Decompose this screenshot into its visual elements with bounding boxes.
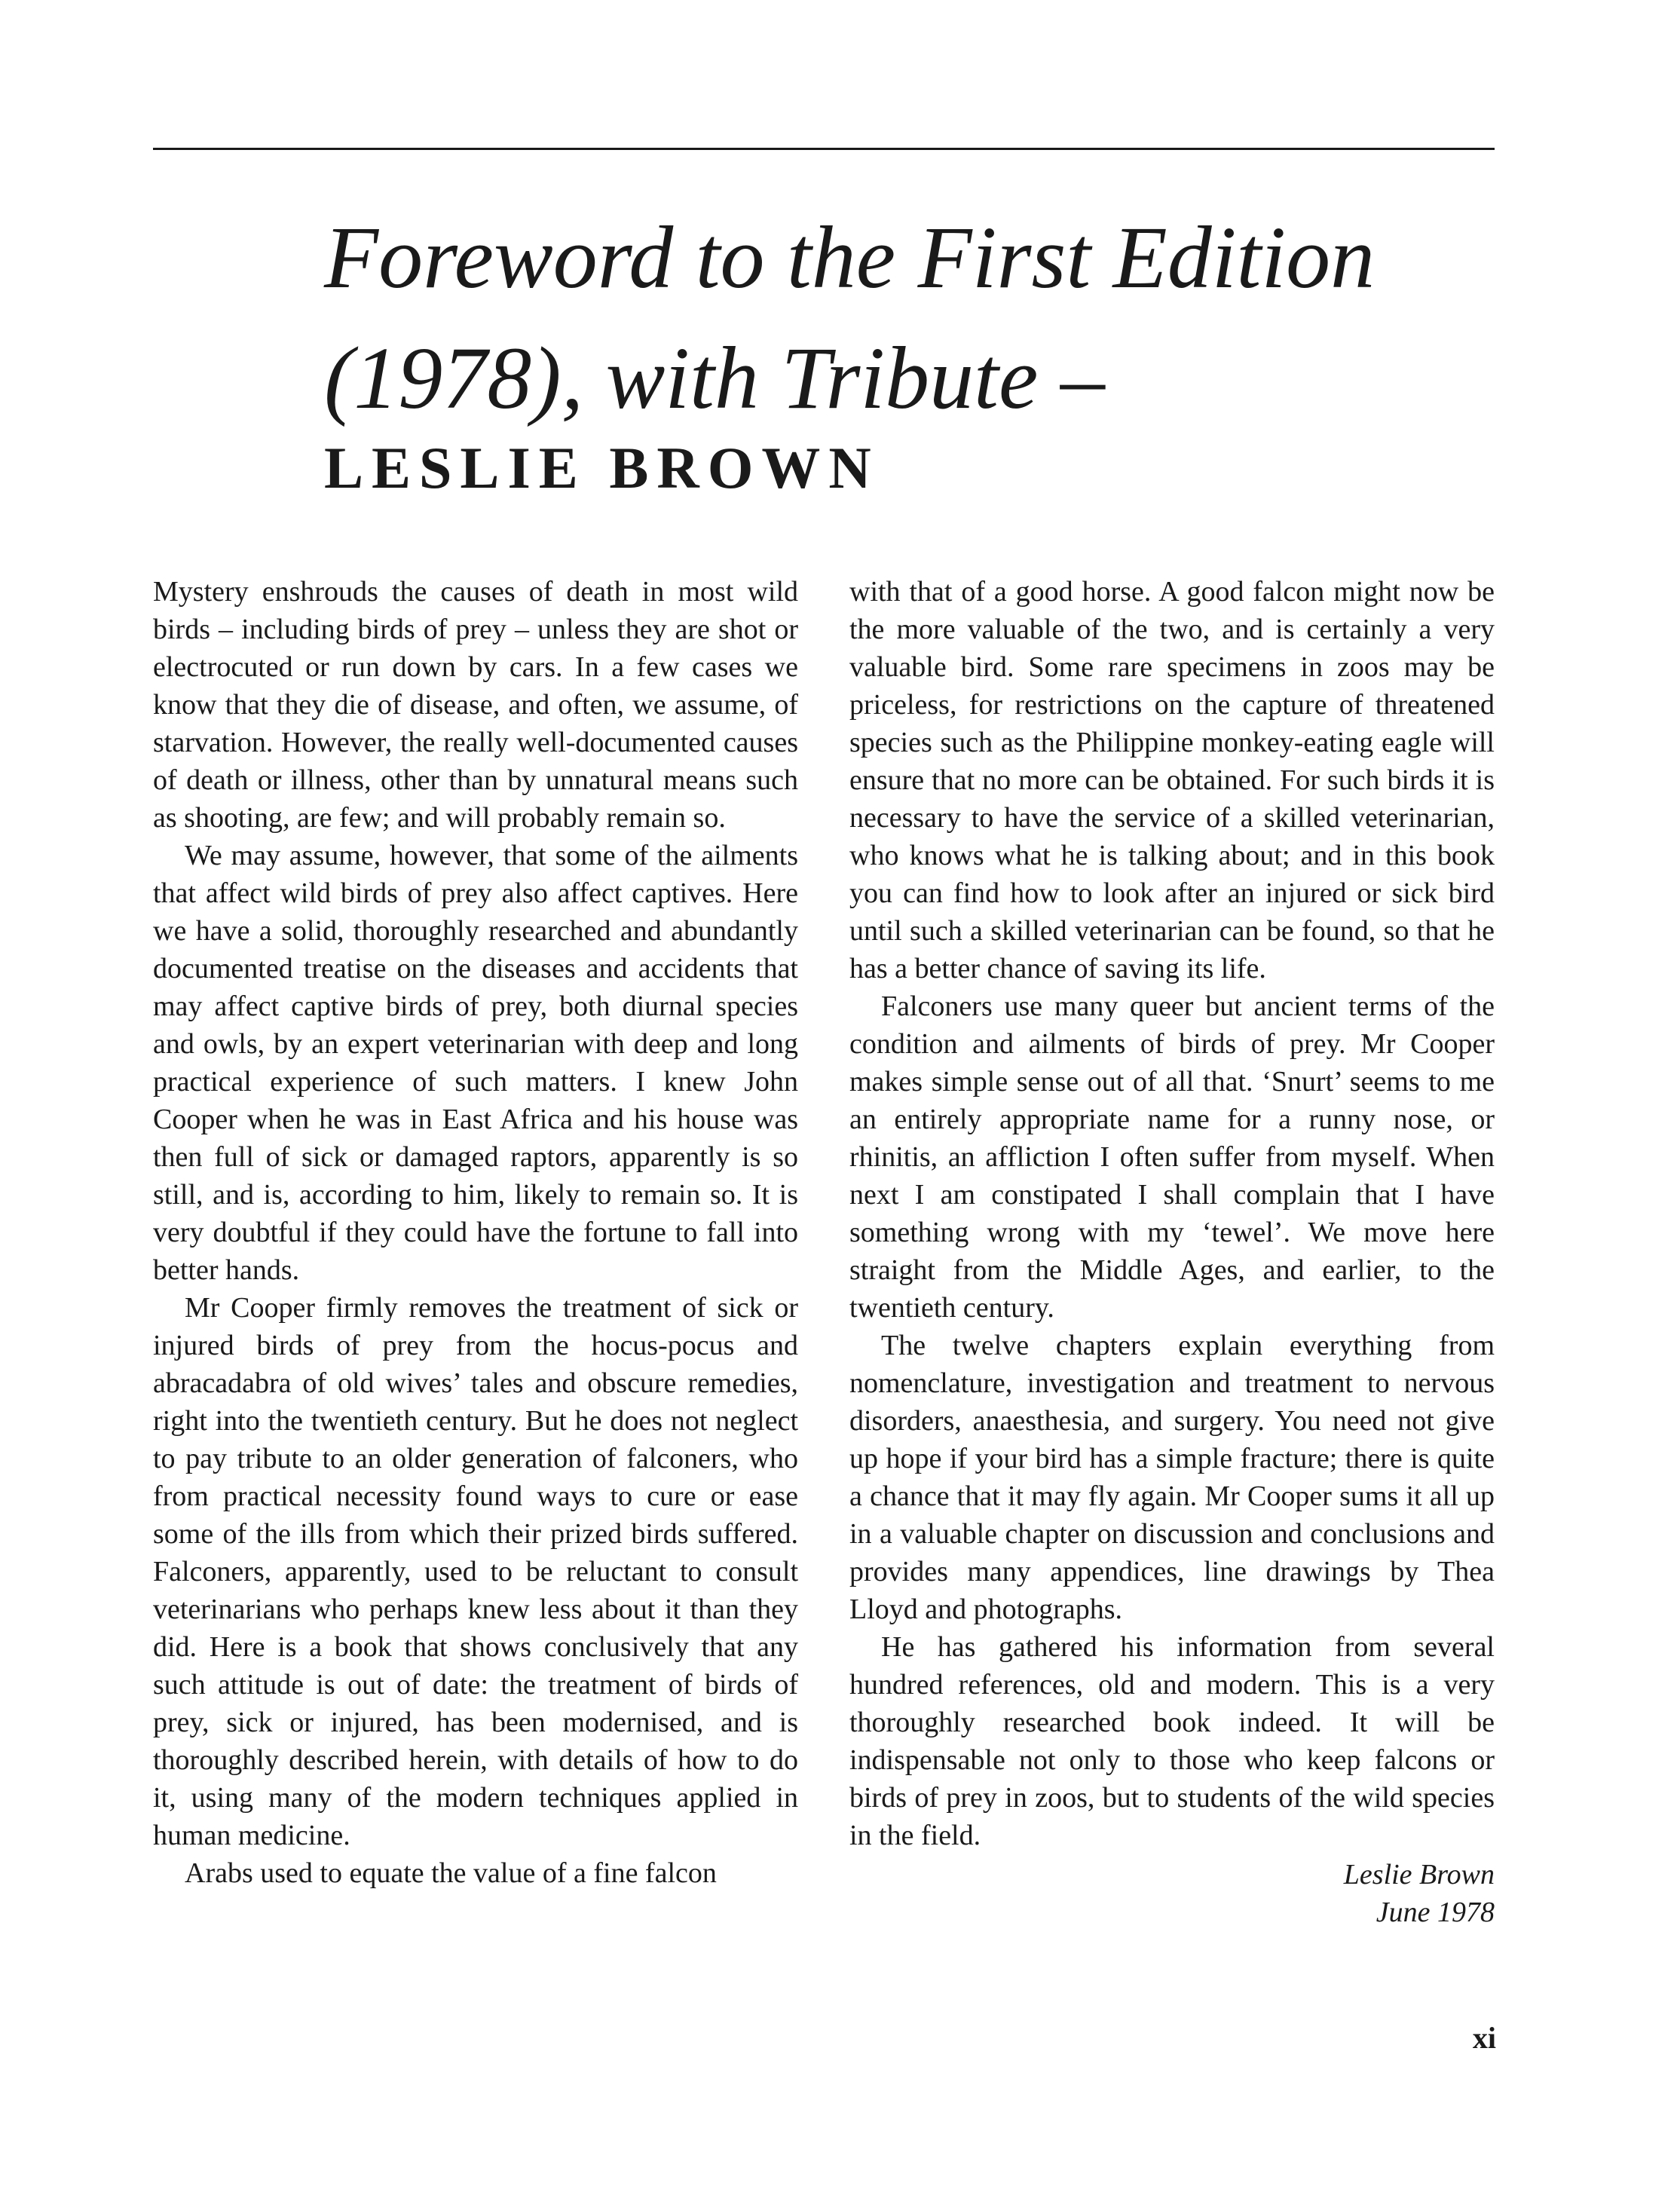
paragraph-1: Mystery enshrouds the causes of death in most wild birds – including birds of prey – unless they are shot or electrocuted or run down by cars. In a few cases we know that they die of disease, and often, we assume, of starvation. However, the really well-documented causes of death or illness, other than by unnatural means such as shooting, are few; and will probably remain so. (153, 576, 798, 834)
paragraph-4-continued: with that of a good horse. A good falcon might now be the more valuable of the two, and is certainly a very valuable bird. Some rare specimens in zoos may be priceless, for restrictions on the capture of threatened species such as the Philippine monkey-eating eagle will ensure that no more can be obtained. For such birds it is necessary to have the service of a skilled veterinarian, who knows what he is talking about; and in this book you can find how to look after an injured or sick bird until such a skilled veterinarian can be found, so that he has a better chance of saving its life. (849, 576, 1495, 984)
left-column (153, 573, 798, 1892)
signature-block (849, 1856, 1495, 1931)
paragraph-3: Mr Cooper firmly removes the treatment of sick or injured birds of prey from the hocus-pocus and abracadabra of old wives’ tales and obscure remedies, right into the twentieth century. But he does not neglect to pay tribute to an older generation of falconers, who from practical necessity found ways to cure or ease some of the ills from which their prized birds suffered. Falconers, apparently, used to be reluctant to consult veterinarians who perhaps knew less about it than they did. Here is a book that shows conclusively that any such attitude is out of date: the treatment of birds of prey, sick or injured, has been modernised, and is thoroughly described herein, with details of how to do it, using many of the modern techniques applied in human medicine. (153, 1292, 798, 1851)
title-line-2: (1978), with Tribute – (324, 329, 1105, 427)
page-number: xi (1472, 2021, 1496, 2055)
paragraph-2: We may assume, however, that some of the ailments that affect wild birds of prey also affect captives. Here we have a solid, thoroughly researched and abundantly documented treatise on the diseases and accidents that may affect captive birds of prey, both diurnal species and owls, by an expert veterinarian with deep and long practical experience of such matters. I knew John Cooper when he was in East Africa and his house was then full of sick or damaged raptors, apparently is so still, and is, according to him, likely to remain so. It is very doubtful if they could have the fortune to fall into better hands. (153, 840, 798, 1286)
paragraph-4: Arabs used to equate the value of a fine falcon (185, 1857, 717, 1889)
title-line-1: Foreword to the First Edition (324, 208, 1376, 307)
paragraph-5: Falconers use many queer but ancient terms of the condition and ailments of birds of prey. Mr Cooper makes simple sense out of all that. ‘Snurt’ seems to me an entirely appropriate name for a runny nose, or rhinitis, an affliction I often suffer from myself. When next I am constipated I shall complain that I have something wrong with my ‘tewel’. We move here straight from the Middle Ages, and earlier, to the twentieth century. (849, 990, 1495, 1324)
paragraph-6: The twelve chapters explain everything from nomenclature, investigation and treatment to nervous disorders, anaesthesia, and surgery. You need not give up hope if your bird has a simple fracture; there is quite a chance that it may fly again. Mr Cooper sums it all up in a valuable chapter on discussion and conclusions and provides many appendices, line drawings by Thea Lloyd and photographs. (849, 1330, 1495, 1625)
author-name: LESLIE BROWN (324, 435, 880, 501)
page-title (324, 197, 1500, 439)
right-column (849, 573, 1495, 1931)
signature-name: Leslie Brown (1343, 1859, 1495, 1890)
paragraph-7: He has gathered his information from several hundred references, old and modern. This is a very thoroughly researched book indeed. It will be indispensable not only to those who keep falcons or birds of prey in zoos, but to students of the wild species in the field. (849, 1631, 1495, 1851)
signature-date: June 1978 (1376, 1897, 1495, 1928)
top-rule (153, 148, 1495, 150)
